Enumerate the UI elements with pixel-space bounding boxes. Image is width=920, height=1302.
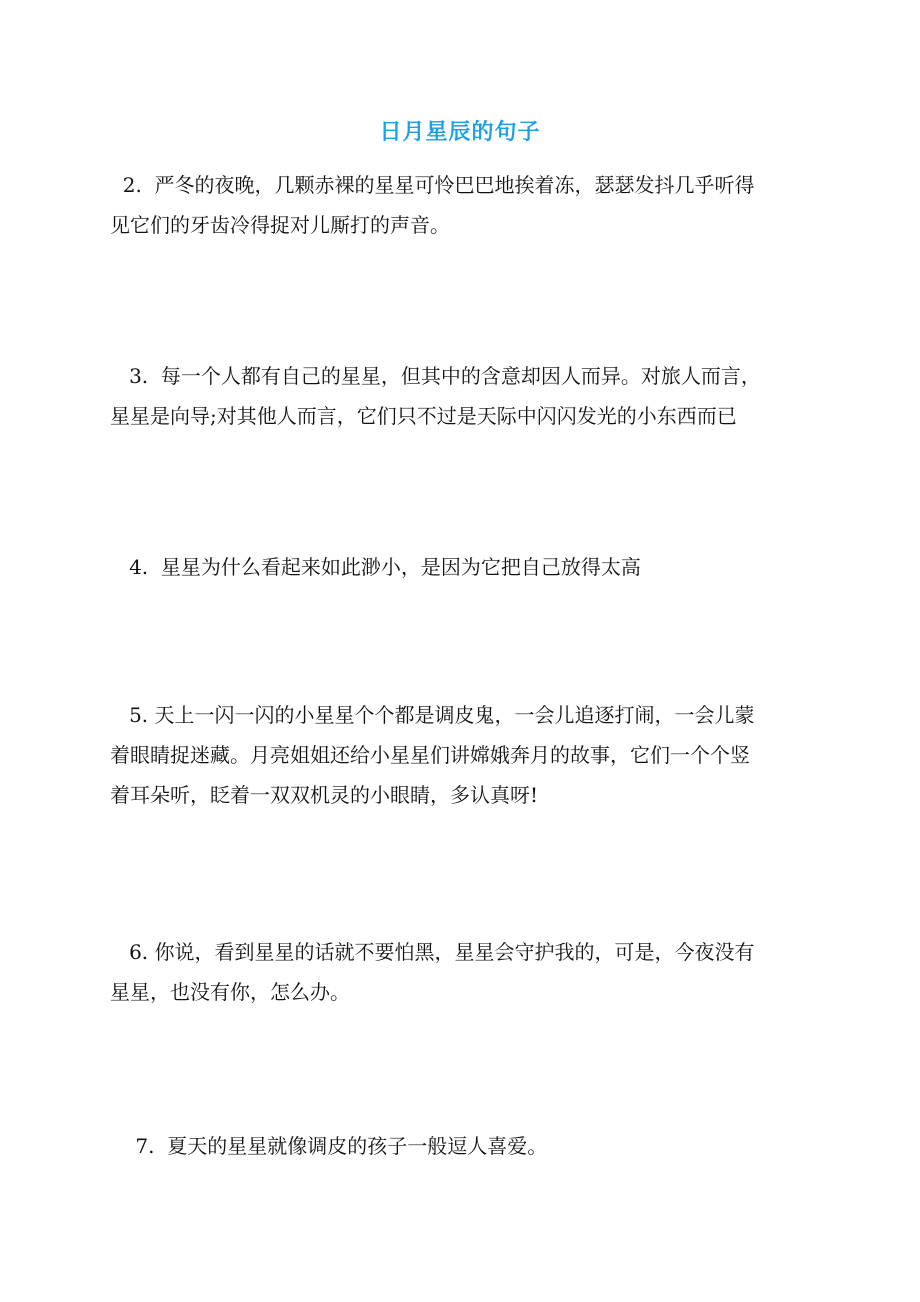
paragraph-line: 3. 每一个人都有自己的星星，但其中的含意却因人而异。对旅人而言，	[110, 364, 761, 388]
paragraph-3	[110, 356, 810, 436]
paragraph-line: 着耳朵听，眨着一双双机灵的小眼睛，多认真呀!	[110, 783, 539, 807]
paragraph-2	[110, 165, 810, 245]
paragraph-line: 星星，也没有你，怎么办。	[110, 980, 350, 1004]
paragraph-line: 2. 严冬的夜晚，几颗赤裸的星星可怜巴巴地挨着冻，瑟瑟发抖几乎听得	[110, 173, 755, 197]
paragraph-line: 5. 天上一闪一闪的小星星个个都是调皮鬼，一会儿追逐打闹，一会儿蒙	[110, 703, 755, 727]
paragraph-line: 7. 夏天的星星就像调皮的孩子一般逗人喜爱。	[110, 1134, 548, 1158]
paragraph-line: 着眼睛捉迷藏。月亮姐姐还给小星星们讲嫦娥奔月的故事，它们一个个竖	[110, 743, 750, 767]
document-title: 日月星辰的句子	[379, 120, 541, 145]
paragraph-6	[110, 932, 810, 1012]
paragraph-4	[110, 547, 810, 587]
paragraph-7	[110, 1126, 810, 1166]
paragraph-line: 见它们的牙齿冷得捉对儿厮打的声音。	[110, 213, 450, 237]
paragraph-line: 星星是向导;对其他人而言，它们只不过是天际中闪闪发光的小东西而已	[110, 404, 737, 428]
paragraph-line: 4. 星星为什么看起来如此渺小，是因为它把自己放得太高	[110, 555, 641, 579]
paragraph-line: 6. 你说，看到星星的话就不要怕黑，星星会守护我的，可是，今夜没有	[110, 940, 755, 964]
paragraph-5	[110, 695, 810, 815]
